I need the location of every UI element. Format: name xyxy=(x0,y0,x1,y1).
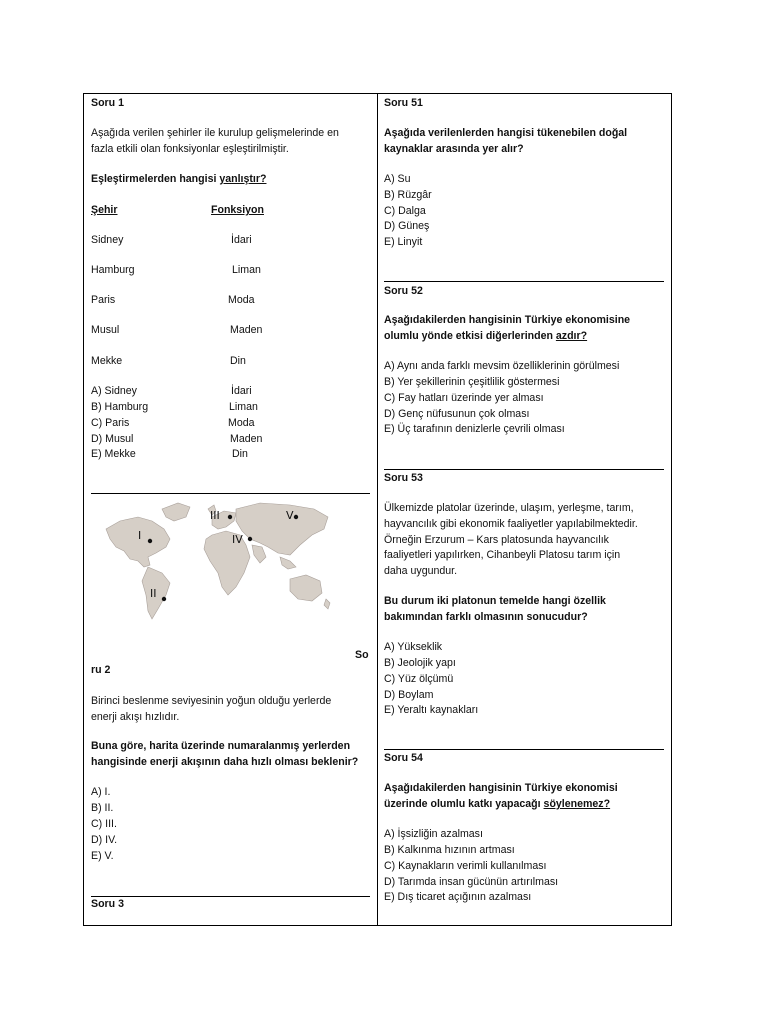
question-51-question-line1: Aşağıda verilenlerden hangisi tükenebilen doğal xyxy=(384,127,628,139)
question-53-intro-line: Ülkemizde platolar üzerinde, ulaşım, yerleşme, tarım, xyxy=(384,502,634,514)
option-a[interactable]: A) Aynı anda farklı mevsim özelliklerinin görülmesi xyxy=(384,360,620,372)
question-54-question-line2 xyxy=(384,798,610,811)
map-label: II xyxy=(150,587,157,600)
question-3-title: Soru 3 xyxy=(91,898,124,910)
map-marker xyxy=(248,537,252,541)
question-1-header-city: Şehir xyxy=(91,204,118,216)
option-c[interactable]: C) Fay hatları üzerinde yer alması xyxy=(384,392,544,404)
option-a-value: İdari xyxy=(231,385,252,397)
option-c[interactable]: C) III. xyxy=(91,818,117,830)
map-marker xyxy=(148,539,152,543)
question-1-intro-line2: fazla etkili olan fonksiyonlar eşleştirilmiştir. xyxy=(91,143,289,155)
option-b[interactable]: B) Hamburg xyxy=(91,401,149,413)
question-1-question-emphasis: yanlıştır? xyxy=(219,173,267,185)
question-53-intro-line: hayvancılık gibi ekonomik faaliyetler yapılabilmektedir. xyxy=(384,518,638,530)
question-53-question-line1: Bu durum iki platonun temelde hangi özellik xyxy=(384,595,606,607)
question-2-intro-line1: Birinci beslenme seviyesinin yoğun olduğu yerlerde xyxy=(91,695,332,707)
map-label: III xyxy=(210,509,220,522)
separator-line xyxy=(91,896,370,897)
question-2-intro-line2: enerji akışı hızlıdır. xyxy=(91,711,180,723)
option-d[interactable]: D) Boylam xyxy=(384,689,434,701)
question-52-question-text: olumlu yönde etkisi diğerlerinden xyxy=(384,330,556,342)
question-52-question-line2 xyxy=(384,330,587,343)
map-label: I xyxy=(138,529,142,542)
pair-city: Mekke xyxy=(91,355,123,367)
question-53-intro-line: daha uygundur. xyxy=(384,565,458,577)
pair-function: Moda xyxy=(228,294,255,306)
pair-city: Sidney xyxy=(91,234,124,246)
option-d[interactable]: D) Güneş xyxy=(384,220,430,232)
question-1-question xyxy=(91,173,266,186)
separator-line xyxy=(384,281,664,282)
pair-function: Liman xyxy=(232,264,261,276)
question-52-question-emphasis: azdır? xyxy=(555,330,588,342)
option-c-value: Moda xyxy=(228,417,255,429)
question-52-title: Soru 52 xyxy=(384,285,423,297)
question-53-intro-line: faaliyetleri yapılırken, Cihanbeyli Platosu tarım için xyxy=(384,549,621,561)
option-b[interactable]: B) Kalkınma hızının artması xyxy=(384,844,515,856)
separator-line xyxy=(91,493,370,494)
pair-city: Musul xyxy=(91,324,120,336)
option-c[interactable]: C) Yüz ölçümü xyxy=(384,673,454,685)
question-54-question-line1: Aşağıdakilerden hangisinin Türkiye ekonomisi xyxy=(384,782,618,794)
question-2-question-line1: Buna göre, harita üzerinde numaralanmış yerlerden xyxy=(91,740,351,752)
question-53-title: Soru 53 xyxy=(384,472,423,484)
column-divider xyxy=(377,94,378,925)
option-c[interactable]: C) Paris xyxy=(91,417,130,429)
separator-line xyxy=(384,469,664,470)
option-e[interactable]: E) Yeraltı kaynakları xyxy=(384,704,479,716)
option-c[interactable]: C) Dalga xyxy=(384,205,426,217)
map-label: IV xyxy=(232,533,243,546)
option-e[interactable]: E) Dış ticaret açığının azalması xyxy=(384,891,532,903)
map-marker xyxy=(294,515,298,519)
question-2-title-part2: ru 2 xyxy=(91,664,111,676)
option-a[interactable]: A) I. xyxy=(91,786,111,798)
question-54-question-text: üzerinde olumlu katkı yapacağı xyxy=(384,798,544,810)
question-51-title: Soru 51 xyxy=(384,97,423,109)
pair-function: Maden xyxy=(230,324,263,336)
option-b-value: Liman xyxy=(229,401,258,413)
option-b[interactable]: B) Yer şekillerinin çeşitlilik göstermesi xyxy=(384,376,560,388)
option-d-value: Maden xyxy=(230,433,263,445)
option-b[interactable]: B) Rüzgâr xyxy=(384,189,432,201)
pair-function: İdari xyxy=(231,234,252,246)
separator-line xyxy=(384,749,664,750)
option-e[interactable]: E) Mekke xyxy=(91,448,136,460)
option-d[interactable]: D) Genç nüfusunun çok olması xyxy=(384,408,530,420)
question-2-title-part1: So xyxy=(355,649,369,661)
option-a[interactable]: A) Sidney xyxy=(91,385,137,397)
option-d[interactable]: D) Tarımda insan gücünün artırılması xyxy=(384,876,559,888)
option-d[interactable]: D) Musul xyxy=(91,433,134,445)
question-53-intro-line: Örneğin Erzurum – Kars platosunda hayvancılık xyxy=(384,534,609,546)
question-54-question-emphasis: söylenemez? xyxy=(543,798,611,810)
option-a[interactable]: A) İşsizliğin azalması xyxy=(384,828,483,840)
question-52-question-line1: Aşağıdakilerden hangisinin Türkiye ekonomisine xyxy=(384,314,631,326)
option-e[interactable]: E) Linyit xyxy=(384,236,423,248)
option-a[interactable]: A) Su xyxy=(384,173,411,185)
option-c[interactable]: C) Kaynakların verimli kullanılması xyxy=(384,860,547,872)
option-b[interactable]: B) II. xyxy=(91,802,114,814)
question-53-question-line2: bakımından farklı olmasının sonucudur? xyxy=(384,611,588,623)
question-1-question-text: Eşleştirmelerden hangisi xyxy=(91,173,220,185)
world-map xyxy=(100,495,340,635)
question-1-title: Soru 1 xyxy=(91,97,124,109)
question-2-question-line2: hangisinde enerji akışının daha hızlı olması beklenir? xyxy=(91,756,359,768)
question-1-header-function: Fonksiyon xyxy=(211,204,264,216)
option-e-value: Din xyxy=(232,448,248,460)
pair-city: Hamburg xyxy=(91,264,135,276)
pair-function: Din xyxy=(230,355,246,367)
question-1-intro-line1: Aşağıda verilen şehirler ile kurulup gelişmelerinde en xyxy=(91,127,339,139)
map-label: V xyxy=(286,509,294,522)
exam-table xyxy=(83,93,672,926)
pair-city: Paris xyxy=(91,294,116,306)
option-b[interactable]: B) Jeolojik yapı xyxy=(384,657,456,669)
question-51-question-line2: kaynaklar arasında yer alır? xyxy=(384,143,524,155)
map-marker xyxy=(162,597,166,601)
option-e[interactable]: E) Üç tarafının denizlerle çevrili olması xyxy=(384,423,565,435)
option-a[interactable]: A) Yükseklik xyxy=(384,641,443,653)
map-marker xyxy=(228,515,232,519)
option-d[interactable]: D) IV. xyxy=(91,834,118,846)
question-54-title: Soru 54 xyxy=(384,752,423,764)
option-e[interactable]: E) V. xyxy=(91,850,114,862)
